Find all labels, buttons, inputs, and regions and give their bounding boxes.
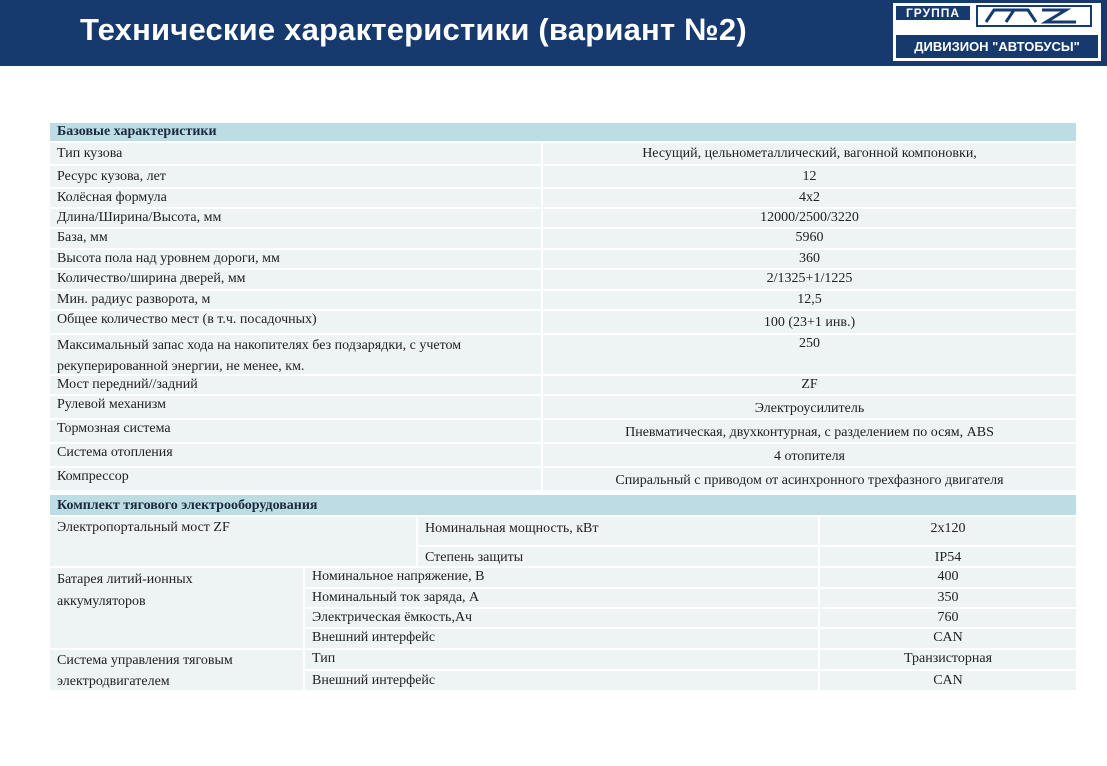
- spec-value: Спиральный с приводом от асинхронного трехфазного двигателя: [543, 468, 1076, 490]
- param-label: Тип: [305, 650, 818, 669]
- component-axle: Электропортальный мост ZF: [50, 517, 416, 566]
- spec-label: Тормозная система: [50, 420, 541, 442]
- param-label: Степень защиты: [418, 547, 818, 566]
- spec-label: Количество/ширина дверей, мм: [50, 270, 541, 289]
- param-label: Внешний интерфейс: [305, 629, 818, 648]
- spec-value: 4 отопителя: [543, 444, 1076, 466]
- spec-value: 12000/2500/3220: [543, 209, 1076, 227]
- param-label: Внешний интерфейс: [305, 671, 818, 690]
- logo-group-label: ГРУППА: [896, 6, 970, 20]
- gaz-brand-icon: [976, 5, 1092, 27]
- param-value: CAN: [820, 629, 1076, 648]
- spec-label: Высота пола над уровнем дороги, мм: [50, 250, 541, 268]
- spec-value: Пневматическая, двухконтурная, с разделением по осям, ABS: [543, 420, 1076, 442]
- spec-value: Несущий, цельнометаллический, вагонной компоновки,: [543, 143, 1076, 164]
- param-value: 400: [820, 568, 1076, 587]
- spec-value: 360: [543, 250, 1076, 268]
- spec-label: Компрессор: [50, 468, 541, 490]
- spec-label: Максимальный запас хода на накопителях без подзарядки, с учетом рекуперированной энергии, не менее, км.: [50, 335, 541, 374]
- spec-label: Мост передний//задний: [50, 376, 541, 394]
- logo-division-label: ДИВИЗИОН "АВТОБУСЫ": [896, 35, 1098, 58]
- param-value: CAN: [820, 671, 1076, 690]
- param-value: IP54: [820, 547, 1076, 566]
- spec-value: ZF: [543, 376, 1076, 394]
- param-value: 760: [820, 609, 1076, 627]
- spec-value: 2/1325+1/1225: [543, 270, 1076, 289]
- spec-value: 5960: [543, 229, 1076, 248]
- spec-value: Электроусилитель: [543, 396, 1076, 418]
- spec-label: Общее количество мест (в т.ч. посадочных): [50, 311, 541, 333]
- param-value: Транзисторная: [820, 650, 1076, 669]
- param-label: Номинальная мощность, кВт: [418, 517, 818, 545]
- spec-value: 4x2: [543, 189, 1076, 207]
- spec-label: Ресурс кузова, лет: [50, 166, 541, 187]
- spec-label: Длина/Ширина/Высота, мм: [50, 209, 541, 227]
- spec-value: 12: [543, 166, 1076, 187]
- spec-label: Тип кузова: [50, 143, 541, 164]
- spec-value: 12,5: [543, 291, 1076, 309]
- param-label: Электрическая ёмкость,Ач: [305, 609, 818, 627]
- param-value: 350: [820, 589, 1076, 607]
- gaz-logo: [893, 3, 1101, 61]
- param-label: Номинальный ток заряда, А: [305, 589, 818, 607]
- header-bar: [0, 0, 1107, 66]
- page-title: Технические характеристики (вариант №2): [80, 12, 747, 47]
- section-header-electric: Комплект тягового электрооборудования: [50, 495, 1076, 515]
- spec-label: Система отопления: [50, 444, 541, 466]
- section-header-base: Базовые характеристики: [50, 123, 1076, 141]
- component-battery: Батарея литий-ионных аккумуляторов: [50, 568, 303, 648]
- component-control: Система управления тяговым электродвигателем: [50, 650, 303, 690]
- param-value: 2x120: [820, 517, 1076, 545]
- spec-label: Колёсная формула: [50, 189, 541, 207]
- spec-label: Мин. радиус разворота, м: [50, 291, 541, 309]
- spec-label: Рулевой механизм: [50, 396, 541, 418]
- spec-label: База, мм: [50, 229, 541, 248]
- spec-value: 100 (23+1 инв.): [543, 311, 1076, 333]
- spec-value: 250: [543, 335, 1076, 374]
- param-label: Номинальное напряжение, В: [305, 568, 818, 587]
